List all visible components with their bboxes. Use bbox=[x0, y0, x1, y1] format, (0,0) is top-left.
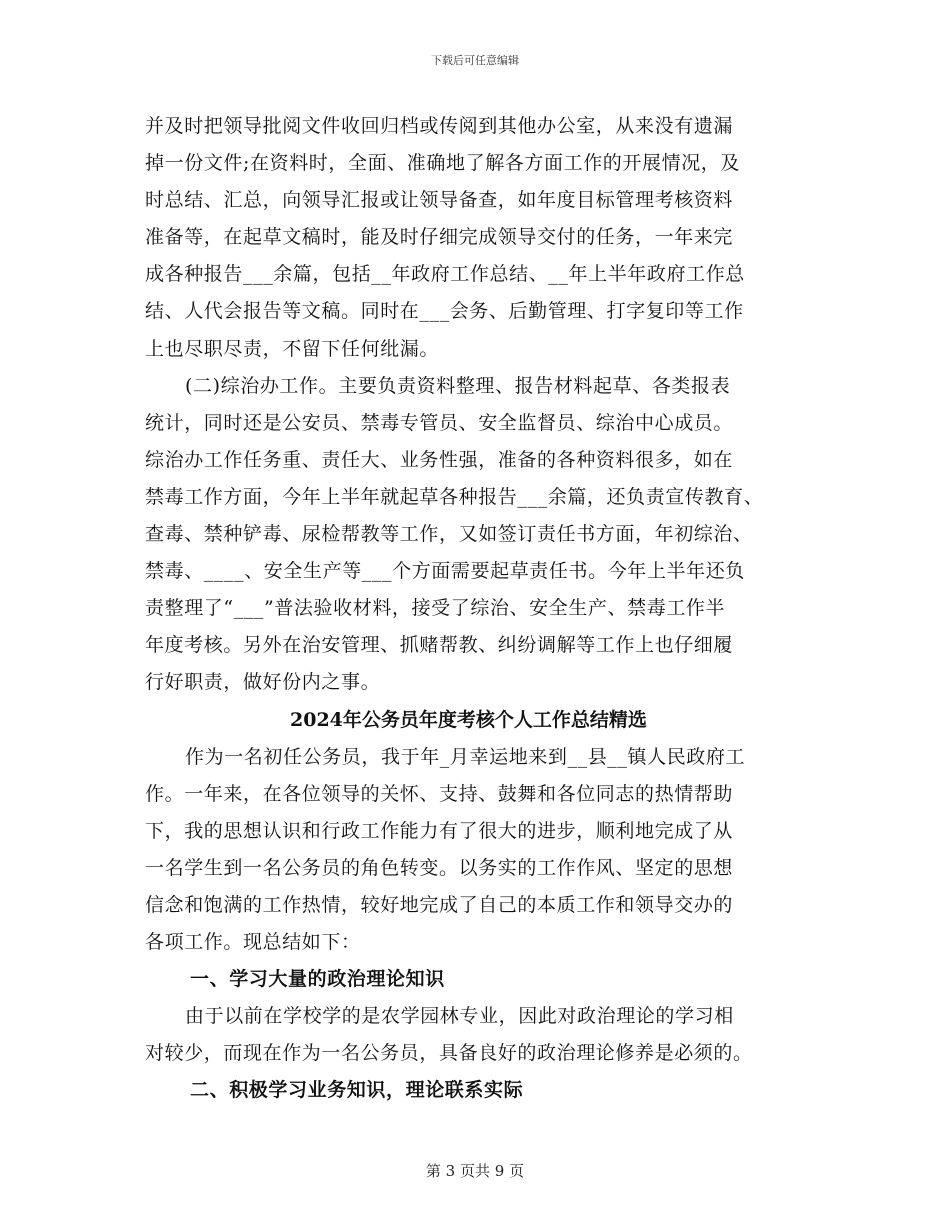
body-line: 行好职责，做好份内之事。 bbox=[145, 671, 381, 694]
body-line: 综治办工作任务重、责任大、业务性强，准备的各种资料很多，如在 bbox=[145, 448, 734, 471]
body-line: 时总结、汇总，向领导汇报或让领导备查，如年度目标管理考核资料 bbox=[145, 189, 734, 212]
body-line: 年度考核。另外在治安管理、抓赌帮教、纠纷调解等工作上也仔细履 bbox=[145, 634, 734, 657]
body-line: (二)综治办工作。主要负责资料整理、报告材料起草、各类报表 bbox=[185, 374, 731, 397]
section-heading-2: 二、积极学习业务知识，理论联系实际 bbox=[190, 1079, 524, 1102]
body-line: 掉一份文件;在资料时，全面、准确地了解各方面工作的开展情况，及 bbox=[145, 152, 741, 175]
body-line: 结、人代会报告等文稿。同时在___会务、后勤管理、打字复印等工作 bbox=[145, 300, 744, 323]
body-line: 禁毒、____、安全生产等___个方面需要起草责任书。今年上半年还负 bbox=[145, 560, 745, 583]
header-note: 下载后可任意编辑 bbox=[431, 54, 519, 67]
body-line: 查毒、禁种铲毒、尿检帮教等工作，又如签订责任书方面，年初综治、 bbox=[145, 523, 753, 546]
body-line: 并及时把领导批阅文件收回归档或传阅到其他办公室，从来没有遗漏 bbox=[145, 115, 734, 137]
body-line: 责整理了“___”普法验收材料，接受了综治、安全生产、禁毒工作半 bbox=[145, 597, 726, 620]
page-number: 第 3 页共 9 页 bbox=[425, 1162, 525, 1180]
body-line: 成各种报告___余篇，包括__年政府工作总结、__年上半年政府工作总 bbox=[145, 263, 745, 286]
body-line: 统计，同时还是公安员、禁毒专管员、安全监督员、综治中心成员。 bbox=[145, 411, 734, 434]
body-line: 下，我的思想认识和行政工作能力有了很大的进步，顺利地完成了从 bbox=[145, 819, 734, 842]
body-line: 禁毒工作方面，今年上半年就起草各种报告___余篇，还负责宣传教育、 bbox=[145, 485, 764, 508]
body-line: 各项工作。现总结如下： bbox=[145, 931, 361, 954]
body-line: 作。一年来，在各位领导的关怀、支持、鼓舞和各位同志的热情帮助 bbox=[145, 782, 734, 805]
body-line: 对较少，而现在作为一名公务员，具备良好的政治理论修养是必须的。 bbox=[145, 1042, 753, 1065]
body-line: 信念和饱满的工作热情，较好地完成了自己的本质工作和领导交办的 bbox=[145, 893, 734, 916]
body-line: 作为一名初任公务员，我于年_月幸运地来到__县__镇人民政府工 bbox=[185, 745, 746, 768]
body-line: 上也尽职尽责，不留下任何纰漏。 bbox=[145, 337, 440, 360]
article-title: 2024年公务员年度考核个人工作总结精选 bbox=[290, 708, 647, 731]
body-line: 一名学生到一名公务员的角色转变。以务实的工作作风、坚定的思想 bbox=[145, 856, 734, 879]
section-heading-1: 一、学习大量的政治理论知识 bbox=[190, 968, 445, 991]
body-line: 准备等，在起草文稿时，能及时仔细完成领导交付的任务，一年来完 bbox=[145, 226, 734, 249]
body-line: 由于以前在学校学的是农学园林专业，因此对政治理论的学习相 bbox=[185, 1005, 734, 1028]
document-body bbox=[145, 108, 810, 1110]
